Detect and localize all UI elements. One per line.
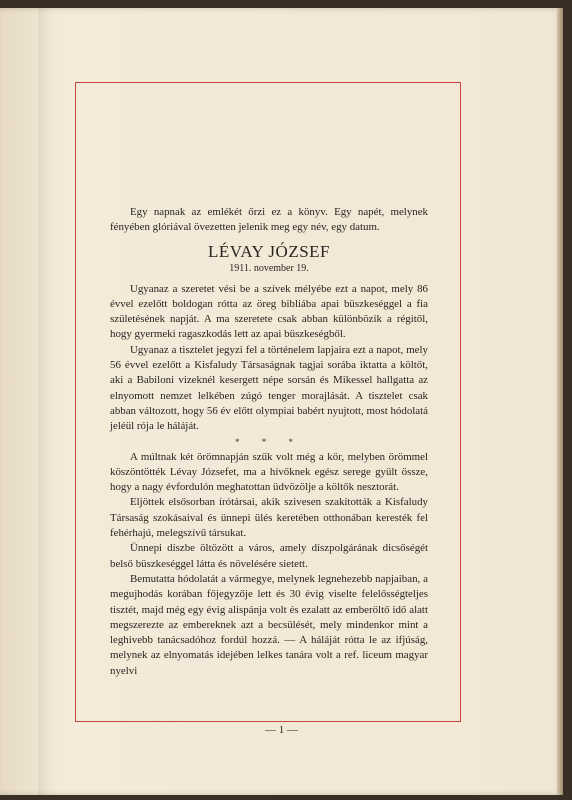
paragraph: Ünnepi díszbe öltözött a város, amely díszpolgárának dicsőségét belső büszkeséggel látta és növelésére sietett. [110, 542, 428, 570]
date-line: 1911. november 19. [229, 262, 309, 274]
page-text [110, 205, 428, 679]
paragraph: A múltnak két örömnapján szűk volt még a kör, melyben örömmel köszöntötték Lévay Józsefet, ma a hívőknek egész serege gyült össze, hogy a nagy évfordulón meghatottan üdvözölje a költők nesztorát. [110, 450, 428, 494]
paragraph: Ugyanaz a tisztelet jegyzi fel a történelem lapjaira ezt a napot, mely 56 évvel ezelőtt a Kisfaludy Társaságnak tagjai sorába iktatta a költőt, aki a Babiloni vizeknél kesergett népe sorsán és Mikessel hallgatta az elnyomott nemzet lelkében zúgó tenger morajlását. A tisztelet csak abban változott, hogy 56 év előtt olympiai babért nyujtott, most hódolatá jeléül rója le háláját. [110, 343, 428, 433]
paragraph: Bemutatta hódolatát a vármegye, melynek legnehezebb napjaiban, a megujhodás korában főjegyzője lett és 30 évig viselte felelősségteljes tisztét, majd még egy évig alispánja volt és ezalatt az emberöltő idő alatt megszerezte az embereknek azt a becsülését, mely mindenkor mint a leghivebb tanácsadóhoz fordúl hozzá. — A háláját rótta le az ifjúság, melynek az elnyomatás idejében lelkes tanára volt a ref. liceum magyar nyelvi [110, 572, 428, 677]
intro-paragraph: Egy napnak az emlékét őrzi ez a könyv. Egy napét, melynek fényében glóriával övezetten jelenik meg egy név, egy datum. [110, 206, 428, 234]
spine-shadow [38, 8, 52, 795]
page-number: — 1 — [265, 724, 298, 736]
page-title: LÉVAY JÓZSEF [207, 241, 331, 261]
section-separator: * * * [235, 436, 303, 447]
paragraph: Eljöttek elsősorban írótársai, akik szivesen szakították a Kisfaludy Társaság szokásaival és ünnepi ülés keretében otthonában keresték fel fehérhajú, melegszívű társukat. [110, 496, 428, 540]
book-page [0, 8, 563, 795]
paragraph: Ugyanaz a szeretet vési be a szívek mélyébe ezt a napot, mely 86 évvel ezelőtt boldogan rótta az öreg bibliába apai büszkeséggel a fia születésének napját. A ma szeretete csak abban különbözik a régitől, hogy gyermeki ragaszkodás lett az apai büszkeségből. [110, 282, 428, 341]
page-edge [557, 8, 563, 795]
